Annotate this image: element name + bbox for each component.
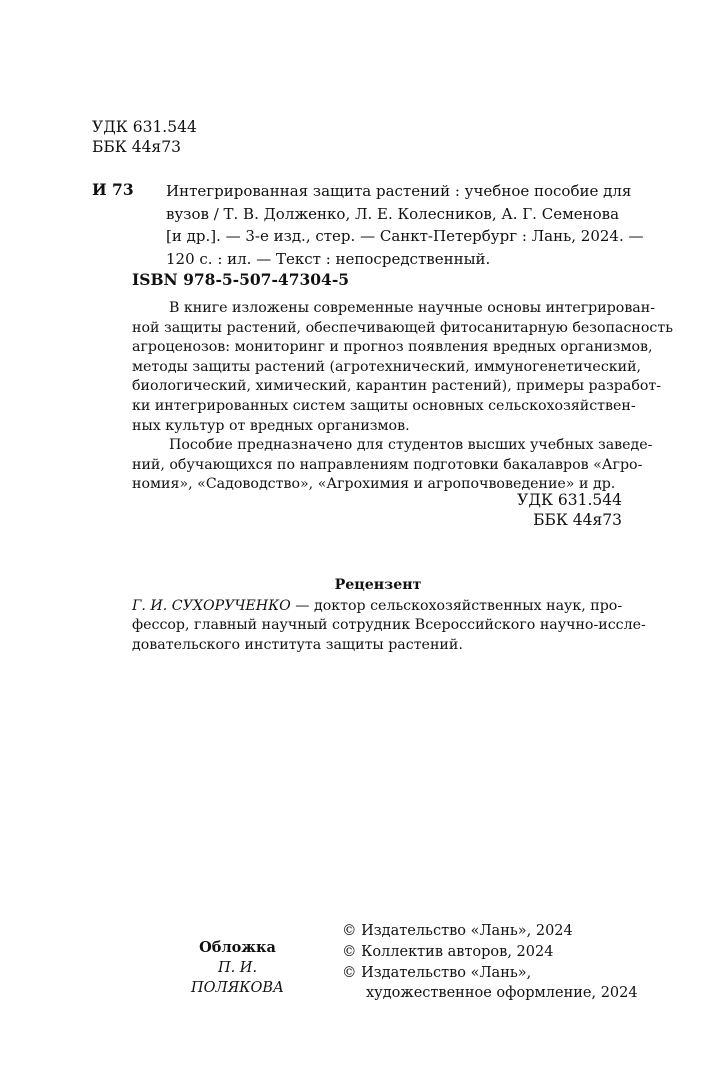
copyright-block	[342, 921, 638, 1004]
entry-line: Интегрированная защита растений : учебное пособие для	[166, 182, 632, 200]
copyright-line: художественное оформление, 2024	[366, 985, 638, 1002]
bbk-code: ББК 44я73	[533, 511, 622, 529]
annotation	[132, 299, 673, 495]
reviewer-line	[132, 597, 624, 617]
reviewer-heading: Рецензент	[334, 577, 422, 593]
entry-line: 120 с. : ил. — Текст : непосредственный.	[166, 249, 491, 268]
reviewer-block	[132, 576, 646, 655]
copyright-line: © Издательство «Лань»,	[342, 964, 532, 981]
isbn-number: ISBN 978-5-507-47304-5	[132, 270, 350, 289]
annotation-line: методы защиты растений (агротехнический, иммуногенетический,	[132, 358, 642, 375]
udk-code: УДК 631.544	[517, 491, 622, 509]
entry-line: [и др.]. — 3-е изд., стер. — Санкт-Петербург : Лань, 2024. —	[166, 227, 644, 245]
reviewer-name: Г. И. СУХОРУЧЕНКО	[132, 597, 291, 614]
annotation-line: Пособие предназначено для студентов высших учебных заведе-	[169, 437, 653, 454]
bbk-code: ББК 44я73	[92, 138, 181, 156]
annotation-line: ной защиты растений, обеспечивающей фитосанитарную безопасность	[132, 319, 673, 336]
annotation-line: ний, обучающихся по направлениям подготовки бакалавров «Агро-	[132, 456, 643, 473]
copyright-line: © Коллектив авторов, 2024	[342, 943, 554, 960]
cover-credit	[170, 938, 305, 998]
classification-codes-top	[92, 117, 197, 157]
annotation-line: биологический, химический, карантин растений), примеры разработ-	[132, 378, 662, 395]
bibliographic-entry	[166, 180, 644, 270]
classification-codes-right	[517, 490, 622, 530]
entry-line: вузов / Т. В. Долженко, Л. Е. Колесников, А. Г. Семенова	[166, 204, 620, 223]
reviewer-credentials: — доктор сельскохозяйственных наук, про-	[290, 597, 623, 614]
cover-designer-name: П. И. ПОЛЯКОВА	[190, 960, 285, 996]
cover-heading: Обложка	[199, 939, 276, 956]
udk-code: УДК 631.544	[92, 118, 197, 136]
annotation-line: агроценозов: мониторинг и прогноз появления вредных организмов,	[132, 339, 653, 356]
copyright-line: © Издательство «Лань», 2024	[342, 923, 573, 939]
annotation-line: В книге изложены современные научные основы интегрирован-	[169, 300, 656, 316]
annotation-line: ных культур от вредных организмов.	[132, 417, 410, 434]
annotation-line: номия», «Садоводство», «Агрохимия и агропочвоведение» и др.	[132, 476, 616, 493]
reviewer-line: фессор, главный научный сотрудник Всероссийского научно-иссле-	[132, 617, 646, 634]
author-mark: И 73	[92, 180, 134, 199]
reviewer-line: довательского института защиты растений.	[132, 636, 463, 653]
annotation-line: ки интегрированных систем защиты основных сельскохозяйствен-	[132, 397, 636, 414]
